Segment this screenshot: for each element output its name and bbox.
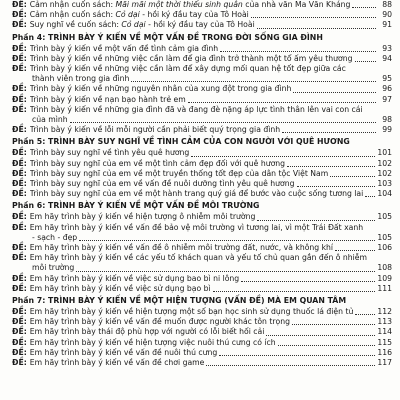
entry-title: Em hãy trình bày ý kiến về việc sử dụng bạo bì — [29, 283, 211, 293]
dot-leader — [266, 335, 375, 336]
dot-leader — [257, 28, 376, 29]
entry-title-continued: môi trường — [32, 263, 75, 273]
toc-entry — [12, 274, 392, 284]
entry-label: ĐỀ: — [12, 222, 27, 232]
entry-label: ĐỀ: — [12, 283, 27, 293]
toc-entry — [12, 95, 392, 105]
entry-title: Trình bày suy nghĩ về tình yêu quê hương — [29, 148, 190, 158]
toc-entry — [12, 64, 392, 74]
toc-entry-continued — [12, 74, 392, 84]
toc-entry-continued — [12, 233, 392, 243]
entry-label: ĐỀ: — [12, 327, 27, 337]
dot-leader — [293, 92, 376, 93]
dot-leader — [287, 166, 375, 167]
entry-title: Em hãy trình bày ý kiến về vấn đề chơi game — [29, 358, 205, 368]
page-number: 95 — [382, 74, 392, 84]
entry-title: Em hãy trình bày ý kiến về các yếu tố khách quan và yếu tố chủ quan gắn đến ô nhiễm — [29, 253, 368, 263]
page-number: 102 — [377, 158, 392, 168]
entry-label: ĐỀ: — [12, 158, 27, 168]
entry-label: ĐỀ: — [12, 53, 27, 63]
page-number: 97 — [382, 94, 392, 104]
dot-leader — [70, 122, 376, 123]
toc-entry — [12, 10, 392, 20]
page-number: 103 — [377, 179, 392, 189]
entry-title: Em hãy trình bày ý kiến về vấn đề bảo vệ môi trường vì tương lai, vì một Trái Đất xanh — [29, 222, 364, 232]
dot-leader — [191, 156, 375, 157]
page-number: 104 — [377, 189, 392, 199]
page-number: 99 — [382, 125, 392, 135]
entry-label: ĐỀ: — [12, 317, 27, 327]
entry-label: ĐỀ: — [12, 125, 27, 135]
page-number: 117 — [377, 358, 392, 368]
entry-title-continued: - sạch - đẹp — [32, 232, 78, 242]
toc-entry — [12, 253, 392, 263]
dot-leader — [188, 102, 376, 103]
page-number: 108 — [377, 263, 392, 273]
entry-title: Em hãy trình bày ý kiến về vấn đề ô nhiễm môi trường đất, nước, và không khí — [29, 243, 334, 253]
entry-label: ĐỀ: — [12, 307, 27, 317]
part-heading: Phần 5: TRÌNH BÀY SUY NGHĨ VỀ TÌNH CẢM CỦA CON NGƯỜI VỚI QUÊ HƯƠNG — [12, 137, 350, 147]
entry-label: ĐỀ: — [12, 94, 27, 104]
toc-entry — [12, 44, 392, 54]
entry-title: Trình bày ý kiến về nạn bạo hành trẻ em — [29, 94, 186, 104]
page-number: 93 — [382, 43, 392, 53]
entry-title: Em hãy trình bày ý kiến về vấn đề muốn được người khác tôn trọng — [29, 317, 290, 327]
entry-label: ĐỀ: — [12, 273, 27, 283]
dot-leader — [355, 61, 377, 62]
entry-title: Cảm nhận cuốn sách: Mãi mãi một thời thiếu sinh quân của nhà văn Ma Văn Kháng — [29, 0, 351, 9]
entry-title: Trình bày ý kiến về lỗi mỗi người cần phải biết quý trọng gia đình — [29, 125, 281, 135]
dot-leader — [76, 271, 375, 272]
dot-leader — [292, 324, 375, 325]
toc-entry — [12, 169, 392, 179]
entry-label: ĐỀ: — [12, 347, 27, 357]
toc-entry — [12, 317, 392, 327]
part-heading: Phần 6: TRÌNH BÀY Ý KIẾN VỀ MỘT VẤN ĐỀ MÔI TRƯỜNG — [12, 201, 260, 211]
toc-entry — [12, 338, 392, 348]
dot-leader — [219, 355, 375, 356]
toc-entry — [12, 179, 392, 189]
entry-title-continued: của mình — [32, 115, 68, 125]
dot-leader — [220, 51, 376, 52]
toc-entry — [12, 358, 392, 368]
dot-leader — [251, 17, 376, 18]
entry-label: ĐỀ: — [12, 64, 27, 74]
toc-entry — [12, 125, 392, 135]
entry-label: ĐỀ: — [12, 104, 27, 114]
entry-label: ĐỀ: — [12, 148, 27, 158]
page-number: 114 — [377, 327, 392, 337]
dot-leader — [131, 81, 376, 82]
page-number: 105 — [377, 212, 392, 222]
entry-label: ĐỀ: — [12, 10, 27, 20]
dot-leader — [352, 7, 376, 8]
page-number: 88 — [382, 0, 392, 9]
dot-leader — [241, 281, 375, 282]
page-number: 109 — [377, 273, 392, 283]
page-number: 116 — [377, 347, 392, 357]
entry-title: Trình bày ý kiến về những gia đình đã và đang đè nặng áp lực tình thân lên vai con cái — [29, 104, 363, 114]
toc-entry — [12, 159, 392, 169]
toc-entry — [12, 0, 392, 10]
entry-title: Suy nghĩ về cuốn sách: Cỏ dại - hồi ký đầu tay của Tô Hoài — [29, 20, 255, 30]
entry-label: ĐỀ: — [12, 358, 27, 368]
dot-leader — [297, 186, 376, 187]
entry-label: ĐỀ: — [12, 84, 27, 94]
entry-book-title: Mãi mãi một thời thiếu sinh quân — [115, 0, 243, 9]
entry-label: ĐỀ: — [12, 179, 27, 189]
entry-label: ĐỀ: — [12, 189, 27, 199]
entry-title: Em hãy trình bày ý kiến về việc sử dụng bao bì ni lông — [29, 273, 240, 283]
page-number: 90 — [382, 10, 392, 20]
entry-label: ĐỀ: — [12, 43, 27, 53]
entry-book-title: Cỏ dại — [121, 20, 146, 30]
entry-title: Trình bày ý kiến về những việc cần làm để gia đình trở thành một tổ ấm yêu thương — [29, 53, 353, 63]
entry-title: Trình bày ý kiến về những nguyên nhân của xung đột trong gia đình — [29, 84, 292, 94]
toc-entry — [12, 54, 392, 64]
entry-label: ĐỀ: — [12, 212, 27, 222]
entry-title: Em hãy trình bày ý kiến về hiện tượng ô nhiễm môi trường — [29, 212, 256, 222]
part-heading: Phần 7: TRÌNH BÀY Ý KIẾN VỀ MỘT HIỆN TƯỢNG (VẤN ĐỀ) MÀ EM QUAN TÂM — [12, 296, 347, 306]
page-number: 115 — [377, 337, 392, 347]
entry-title: Em hãy trình bày ý kiến về hiện tượng một số bạn học sinh sử dụng thuốc lá điện tử — [29, 307, 354, 317]
entry-title: Em hãy trình bày ý kiến về vấn đề nuôi thú cưng — [29, 347, 218, 357]
entry-label: ĐỀ: — [12, 253, 27, 263]
page-number: 91 — [382, 20, 392, 30]
entry-label: ĐỀ: — [12, 168, 27, 178]
dot-leader — [213, 291, 376, 292]
toc-entry — [12, 307, 392, 317]
page-number: 105 — [377, 232, 392, 242]
entry-title: Trình bày suy nghĩ của em về vấn đề nuôi dưỡng tình yêu quê hương — [29, 179, 295, 189]
page-number: 96 — [382, 84, 392, 94]
toc-entry — [12, 223, 392, 233]
page-number: 101 — [377, 148, 392, 158]
entry-label: ĐỀ: — [12, 337, 27, 347]
dot-leader — [257, 220, 375, 221]
toc-entry — [12, 148, 392, 158]
entry-label: ĐỀ: — [12, 243, 27, 253]
toc-entry — [12, 212, 392, 222]
toc-entry — [12, 105, 392, 115]
dot-leader — [79, 240, 375, 241]
toc-entry — [12, 243, 392, 253]
entry-title-continued: thành viên trong gia đình — [32, 74, 130, 84]
dot-leader — [206, 365, 375, 366]
dot-leader — [278, 345, 376, 346]
toc-entry — [12, 20, 392, 30]
toc-entry — [12, 348, 392, 358]
entry-title: Em hãy trình bày ý kiến về hiện tượng việc nuôi thú cưng có ích — [29, 337, 276, 347]
dot-leader — [365, 196, 375, 197]
entry-label: ĐỀ: — [12, 20, 27, 30]
dot-leader — [330, 176, 375, 177]
entry-book-title: Cỏ dại — [115, 10, 140, 20]
page-number: 102 — [377, 168, 392, 178]
page-number: 94 — [382, 53, 392, 63]
toc-entry — [12, 327, 392, 337]
toc-entry — [12, 284, 392, 294]
part-heading: Phần 4: TRÌNH BÀY Ý KIẾN VỀ MỘT VẤN ĐỀ TRONG ĐỜI SỐNG GIA ĐÌNH — [12, 32, 323, 42]
dot-leader — [335, 250, 375, 251]
toc-entry-continued — [12, 115, 392, 125]
entry-title: Trình bày ý kiến về một vấn đề tình cảm gia đình — [29, 43, 219, 53]
page-number: 111 — [377, 283, 392, 293]
entry-title: Trình bày suy nghĩ của em về một truyền thống tốt đẹp của dân tộc Việt Nam — [29, 168, 329, 178]
toc-list — [12, 0, 392, 368]
toc-entry — [12, 84, 392, 94]
page-number: 113 — [377, 317, 392, 327]
dot-leader — [355, 314, 375, 315]
entry-title: Trình bày ý kiến về những việc cần làm để xây dựng mối quan hệ tốt đẹp giữa các — [29, 64, 346, 74]
toc-entry — [12, 189, 392, 199]
toc-entry-continued — [12, 263, 392, 273]
page-number: 98 — [382, 115, 392, 125]
page-number: 106 — [377, 243, 392, 253]
entry-label: ĐỀ: — [12, 0, 27, 9]
entry-title: Trình bày suy nghĩ của em về một hành trang quý giá để bước vào cuộc sống tương lai — [29, 189, 364, 199]
entry-title: Cảm nhận cuốn sách: Cỏ dại - hồi ký đầu tay của Tô Hoài — [29, 10, 249, 20]
page-number: 112 — [377, 307, 392, 317]
entry-title: Em hãy trình bày thái độ phù hợp với người có lỗi biết hối cải — [29, 327, 265, 337]
dot-leader — [282, 132, 376, 133]
entry-title: Trình bày suy nghĩ của em về một tình cảm đẹp đối với quê hương — [29, 158, 286, 168]
